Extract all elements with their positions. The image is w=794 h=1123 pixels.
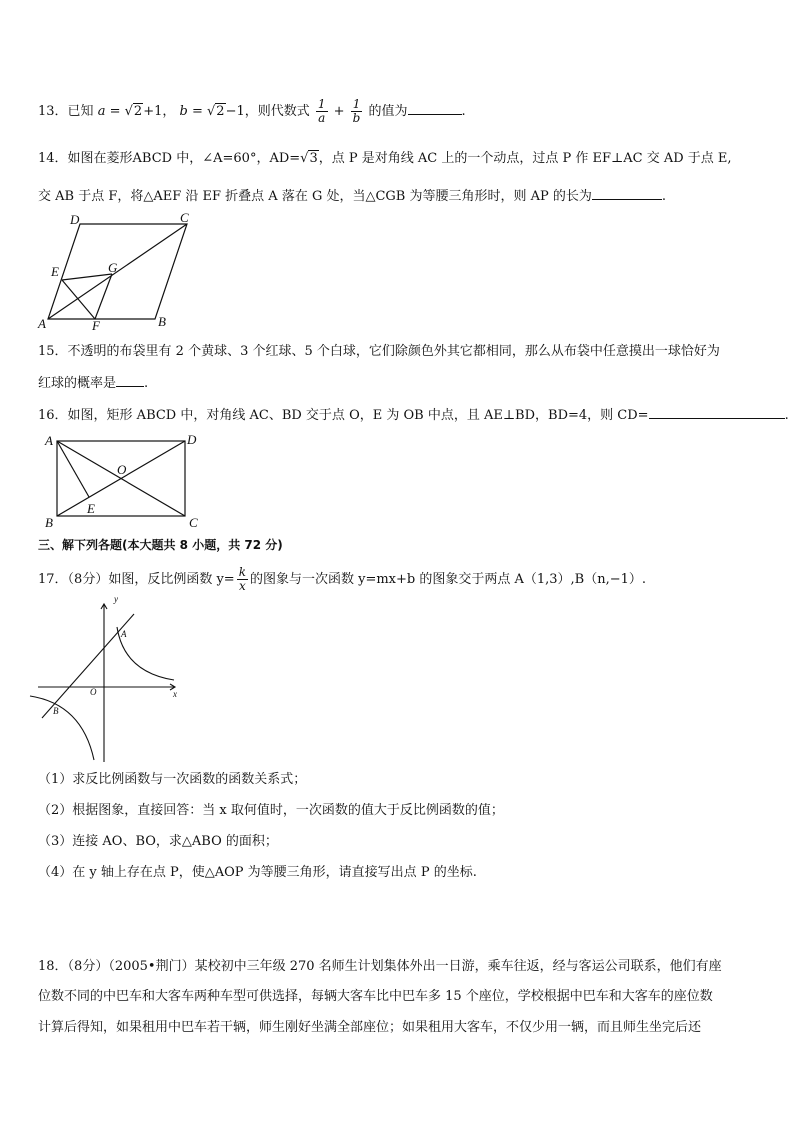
q16-line1: 16．如图，矩形 ABCD 中，对角线 AC、BD 交于点 O，E 为 OB 中点，且 AE⊥BD，BD=4，则 CD= [38,408,649,423]
q17-part-1 [38,771,306,789]
sqrt-sign: √ [206,104,216,119]
segment-ef [62,280,95,319]
q14-line2: 交 AB 于点 F，将△AEF 沿 EF 折叠点 A 落在 G 处，当△CGB 为等腰三角形时，则 AP 的长为 [38,189,592,204]
answer-blank [408,102,462,115]
label-d: D [187,432,197,447]
q17-part-1-text: （1）求反比例函数与一次函数的函数关系式； [38,772,307,787]
q13-a-root: 2 [133,104,143,119]
q13-frac2-den: b [352,111,361,125]
q13-b-suffix: −1，则代数式 [225,104,310,119]
question-15-line-1 [38,343,720,361]
q17-part-2 [38,802,504,820]
question-18-line-3 [38,1019,701,1037]
question-14-line-1 [38,150,732,168]
q13-frac1-num: 1 [317,97,326,111]
q17-lead: 17．（8分）如图，反比例函数 y= [38,572,235,587]
question-15-line-2 [38,374,148,393]
q13-a-suffix: +1， [143,104,176,119]
q17-part-3-text: （3）连接 AO、BO，求△ABO 的面积； [38,834,278,849]
q17-part-4-text: （4）在 y 轴上存在点 P，使△AOP 为等腰三角形，请直接写出点 P 的坐标. [38,865,477,880]
question-18-line-2 [38,988,713,1006]
q17-part-4 [38,864,477,882]
q14-line1-b: ，点 P 是对角线 AC 上的一个动点，过点 P 作 EF⊥AC 交 AD 于点 E, [318,151,732,166]
rectangle-figure-lines [57,441,185,516]
answer-blank [592,187,662,200]
q13-frac2-num: 1 [352,97,361,111]
q13-end: . [461,104,466,119]
q13-plus: + [333,104,345,119]
q13-frac1-den: a [318,111,326,125]
q17-frac-den: x [238,579,246,593]
q13-lead: 13．已知 [38,104,94,119]
question-17 [38,566,646,593]
q17-fraction [237,566,248,593]
label-o: O [117,462,127,477]
q18-line3: 计算后得知，如果租用中巴车若干辆，师生刚好坐满全部座位；如果租用大客车，不仅少用一辆，而且师生坐完后还 [38,1020,702,1035]
q17-frac-num: k [238,565,246,579]
diagonal-bd [57,441,185,516]
rhombus-figure-lines [48,224,187,319]
label-f: F [92,318,100,333]
section-3-heading-text: 三、解下列各题(本大题共 8 小题，共 72 分) [38,538,283,552]
question-18-line-1 [38,958,722,976]
section-3-heading [38,536,283,554]
label-e: E [51,264,59,279]
q13-b-prefix: b = [179,104,207,119]
x-axis-arrow [170,684,175,690]
rhombus-abcd [48,224,187,319]
q18-line1: 18．（8分）（2005•荆门）某校初中三年级 270 名师生计划集体外出一日游，乘车往返，经与客运公司联系，他们有座 [38,959,722,974]
hyperbola-branch-2 [30,696,94,760]
segment-eg [62,274,112,280]
q17-part-3 [38,833,278,851]
q15-end: . [144,376,149,391]
label-d: D [70,212,80,227]
diagonal-ac [57,441,185,516]
q14-line1-a: 14．如图在菱形ABCD 中，∠A=60°，AD= [38,151,301,166]
function-graph-lines [30,604,175,762]
label-c: C [180,210,189,225]
label-a: A [121,629,127,639]
q13-fraction-2 [351,98,363,125]
q15-line1: 15．不透明的布袋里有 2 个黄球、3 个红球、5 个白球，它们除颜色外其它都相同，那么从布袋中任意摸出一球恰好为 [38,344,720,359]
segment-gf [95,274,112,319]
q15-line2: 红球的概率是 [38,376,117,391]
hyperbola-branch-1 [117,627,174,680]
rectangle-abcd [57,441,185,516]
q13-tail: 的值为 [368,104,408,119]
linear-function-line [42,614,134,718]
sqrt-sign: √ [124,104,133,119]
label-b: B [53,706,59,716]
q13-b-root: 2 [216,104,225,119]
label-y: y [114,594,118,604]
question-16 [38,406,789,425]
label-b: B [45,515,53,530]
segment-ae [57,441,89,497]
diagonal-ac [48,224,187,319]
label-a: A [38,316,46,331]
question-14-line-2 [38,187,666,206]
question-13 [38,98,466,125]
q13-fraction-1 [316,98,328,125]
label-o: O [90,687,97,697]
label-c: C [189,515,198,530]
sqrt-sign: √ [300,151,309,166]
q17-part-2-text: （2）根据图象，直接回答：当 x 取何值时，一次函数的值大于反比例函数的值； [38,803,504,818]
q18-line2: 位数不同的中巴车和大客车两种车型可供选择，每辆大客车比中巴车多 15 个座位，学校根据中巴车和大客车的座位数 [38,989,713,1004]
q16-end: . [784,408,789,423]
label-g: G [108,260,118,275]
label-b: B [158,314,166,329]
q17-rest: 的图象与一次函数 y=mx+b 的图象交于两点 A（1,3）,B（n,−1）. [249,572,647,587]
label-x: x [173,689,177,699]
q14-root: 3 [309,151,318,166]
answer-blank [116,374,144,387]
y-axis-arrow [101,604,107,609]
label-a: A [45,433,53,448]
q13-a-prefix: a = [97,104,125,119]
q14-end: . [661,189,667,204]
answer-blank [649,406,785,419]
label-e: E [87,501,95,516]
